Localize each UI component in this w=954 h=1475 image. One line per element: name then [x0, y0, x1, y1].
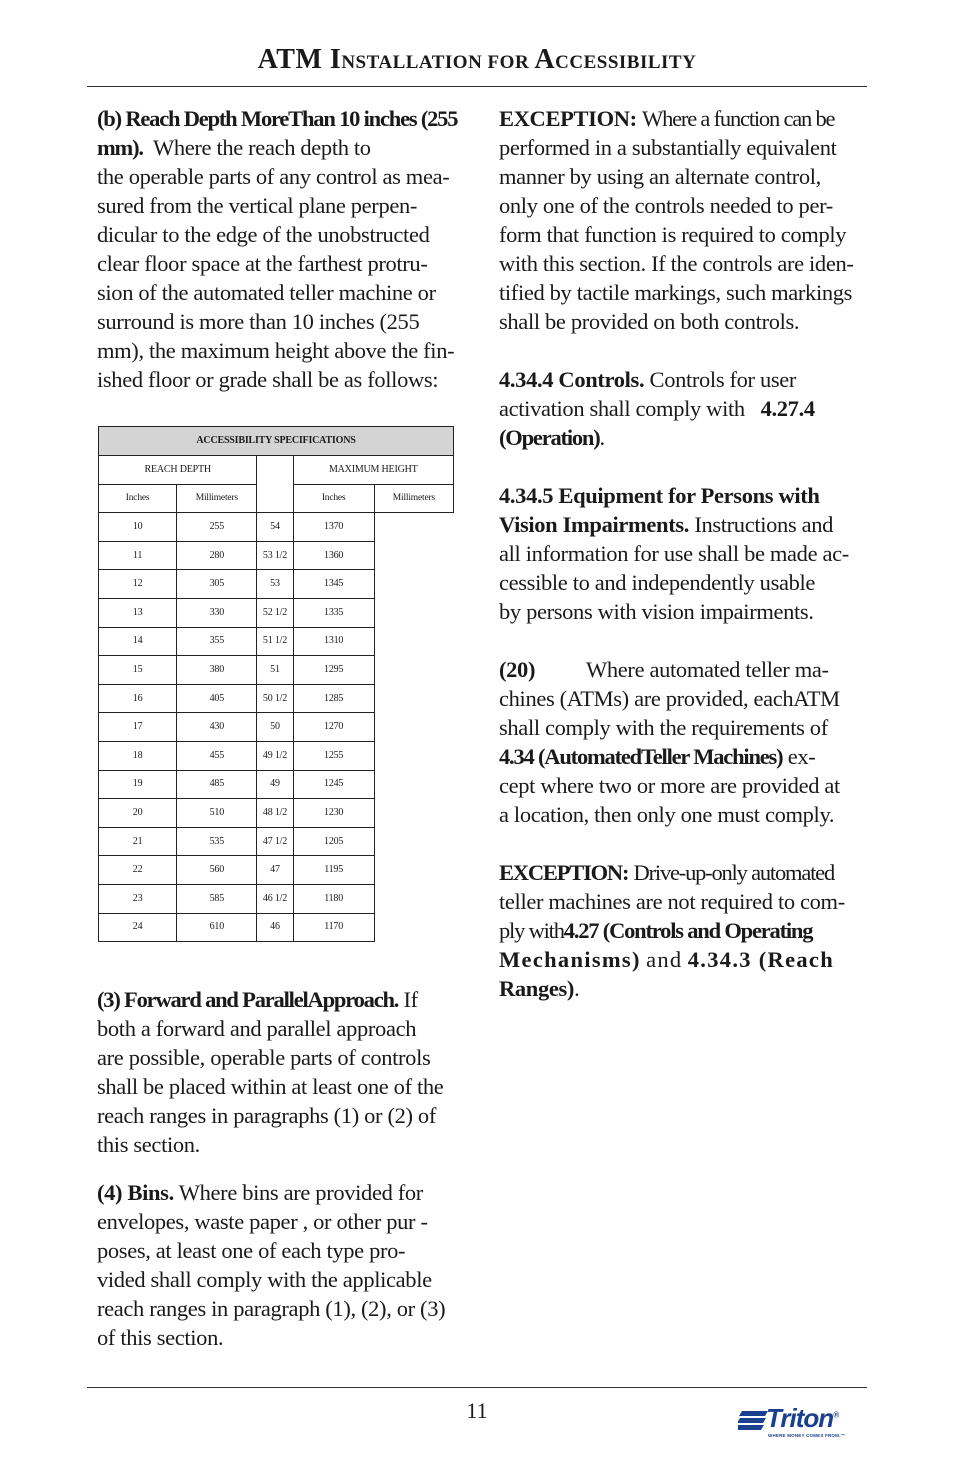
table-cell-maximum-height-millimeters: 1285: [293, 684, 374, 713]
section-4-34-4-ref: 4.27.4: [760, 396, 815, 421]
table-cell-maximum-height-inches: 46 1/2: [257, 884, 293, 913]
table-cell-reach-depth-millimeters: 255: [177, 513, 257, 542]
paragraph-4-line: Where bins are provided for: [178, 1180, 423, 1205]
table-group-maximum-height: MAXIMUM HEIGHT: [293, 456, 453, 485]
paragraph-b-line: sured from the vertical plane perpen-: [97, 193, 418, 218]
paragraph-20: [499, 655, 874, 829]
exception-1-line: performed in a substantially equivalent: [499, 135, 837, 160]
table-unit-header: Inches: [293, 484, 374, 513]
table-cell-reach-depth-inches: 17: [99, 713, 177, 742]
table-cell-maximum-height-inches: 50: [257, 713, 293, 742]
table-cell-reach-depth-inches: 15: [99, 656, 177, 685]
table-cell-reach-depth-inches: 12: [99, 570, 177, 599]
table-row: [99, 884, 454, 913]
exception-1-line: form that function is required to comply: [499, 222, 847, 247]
section-4-34-4-end: .: [599, 425, 605, 450]
table-cell-reach-depth-millimeters: 405: [177, 684, 257, 713]
exception-1: [499, 104, 874, 336]
table-unit-header: Millimeters: [374, 484, 453, 513]
table-cell-maximum-height-inches: 51 1/2: [257, 627, 293, 656]
table-cell-reach-depth-millimeters: 455: [177, 741, 257, 770]
table-title: ACCESSIBILITY SPECIFICATIONS: [99, 427, 454, 456]
exception-2-ref: Ranges): [499, 976, 575, 1001]
table-cell-maximum-height-inches: 54: [257, 513, 293, 542]
table-row: [99, 799, 454, 828]
table-cell-reach-depth-millimeters: 305: [177, 570, 257, 599]
exception-1-line: only one of the controls needed to per-: [499, 193, 833, 218]
table-cell-maximum-height-millimeters: 1170: [293, 913, 374, 942]
paragraph-3-line: are possible, operable parts of controls: [97, 1045, 431, 1070]
triton-logo-word: [766, 1403, 838, 1434]
section-4-34-4-line: activation shall comply with: [499, 396, 745, 421]
triton-logo-icon: [738, 1409, 768, 1433]
table-body: [99, 513, 454, 942]
table-unit-header: Millimeters: [177, 484, 257, 513]
paragraph-20-line: Where automated teller ma-: [586, 657, 829, 682]
table-cell-maximum-height-millimeters: 1195: [293, 856, 374, 885]
header-title-part2: NSTALLATION FOR: [341, 52, 535, 73]
paragraph-20-line: cept where two or more are provided at: [499, 773, 840, 798]
paragraph-20-label: (20): [499, 657, 536, 682]
table-cell-maximum-height-millimeters: 1205: [293, 827, 374, 856]
table-cell-reach-depth-millimeters: 280: [177, 541, 257, 570]
exception-2: [499, 858, 874, 1003]
paragraph-b-line: surround is more than 10 inches (255: [97, 309, 420, 334]
table-cell-reach-depth-inches: 10: [99, 513, 177, 542]
table-cell-reach-depth-inches: 24: [99, 913, 177, 942]
table-cell-reach-depth-inches: 19: [99, 770, 177, 799]
header-title-i: I: [322, 44, 342, 75]
table-cell-reach-depth-millimeters: 485: [177, 770, 257, 799]
table-cell-reach-depth-inches: 18: [99, 741, 177, 770]
table-cell-maximum-height-inches: 47: [257, 856, 293, 885]
triton-logo-tagline: WHERE MONEY COMES FROM.™: [768, 1433, 846, 1438]
table-cell-reach-depth-inches: 21: [99, 827, 177, 856]
paragraph-20-line: ex-: [787, 744, 816, 769]
paragraph-4-line: reach ranges in paragraph (1), (2), or (3): [97, 1296, 446, 1321]
paragraph-3: [97, 985, 475, 1159]
page-number: 11: [466, 1398, 488, 1423]
section-4-34-5-line: all information for use shall be made ac-: [499, 541, 849, 566]
header-title-part4: CCESSIBILITY: [555, 52, 697, 73]
table-cell-reach-depth-inches: 16: [99, 684, 177, 713]
paragraph-b-line: sion of the automated teller machine or: [97, 280, 436, 305]
triton-logo-text: Triton: [766, 1403, 834, 1433]
paragraph-20-line: shall comply with the requirements of: [499, 715, 828, 740]
table-group-reach-depth: REACH DEPTH: [99, 456, 257, 485]
table-row: [99, 741, 454, 770]
triton-logo: [738, 1405, 868, 1441]
exception-1-label: EXCEPTION:: [499, 106, 637, 131]
paragraph-b-line: the operable parts of any control as mea-: [97, 164, 450, 189]
table-cell-reach-depth-inches: 14: [99, 627, 177, 656]
section-4-34-4: [499, 365, 874, 452]
table-cell-maximum-height-millimeters: 1360: [293, 541, 374, 570]
exception-2-ref: 4.27 (Controls and Operating: [563, 918, 813, 943]
footer-divider: [87, 1387, 867, 1388]
paragraph-b-line: Where the reach depth to: [152, 135, 371, 160]
paragraph-3-line: both a forward and parallel approach: [97, 1016, 417, 1041]
table-cell-maximum-height-inches: 47 1/2: [257, 827, 293, 856]
table-cell-maximum-height-millimeters: 1345: [293, 570, 374, 599]
table-cell-reach-depth-millimeters: 585: [177, 884, 257, 913]
exception-1-line: manner by using an alternate control,: [499, 164, 821, 189]
paragraph-4-line: vided shall comply with the applicable: [97, 1267, 432, 1292]
table-cell-reach-depth-millimeters: 510: [177, 799, 257, 828]
table-cell-maximum-height-inches: 53 1/2: [257, 541, 293, 570]
table-cell-maximum-height-millimeters: 1180: [293, 884, 374, 913]
table-cell-maximum-height-inches: 53: [257, 570, 293, 599]
page-header-title: [0, 44, 954, 76]
table-row: [99, 656, 454, 685]
exception-2-line: ply with: [499, 918, 564, 943]
table-row: [99, 541, 454, 570]
exception-2-end: .: [574, 976, 580, 1001]
paragraph-4: [97, 1178, 475, 1352]
table-cell-reach-depth-inches: 23: [99, 884, 177, 913]
table-cell-maximum-height-millimeters: 1370: [293, 513, 374, 542]
table-cell-reach-depth-inches: 20: [99, 799, 177, 828]
paragraph-20-line: a location, then only one must comply.: [499, 802, 835, 827]
table-cell-maximum-height-millimeters: 1295: [293, 656, 374, 685]
table-cell-reach-depth-millimeters: 535: [177, 827, 257, 856]
table-cell-maximum-height-inches: 48 1/2: [257, 799, 293, 828]
paragraph-3-heading: (3) Forward and ParallelApproach.: [97, 987, 399, 1012]
table-cell-reach-depth-millimeters: 355: [177, 627, 257, 656]
table-row: [99, 827, 454, 856]
paragraph-b-line: mm), the maximum height above the fin-: [97, 338, 455, 363]
table-unit-header: Inches: [99, 484, 177, 513]
table-cell-maximum-height-inches: 51: [257, 656, 293, 685]
table-cell-reach-depth-inches: 13: [99, 598, 177, 627]
exception-2-label: EXCEPTION:: [499, 860, 629, 885]
table-cell-reach-depth-millimeters: 560: [177, 856, 257, 885]
table-cell-maximum-height-inches: 52 1/2: [257, 598, 293, 627]
paragraph-4-heading: (4) Bins.: [97, 1180, 174, 1205]
table-row: [99, 684, 454, 713]
exception-2-line: teller machines are not required to com-: [499, 889, 845, 914]
table-row: [99, 856, 454, 885]
exception-1-line: Where a function can be: [642, 106, 835, 131]
paragraph-3-line: this section.: [97, 1132, 200, 1157]
table-row: [99, 913, 454, 942]
table-cell-maximum-height-inches: 46: [257, 913, 293, 942]
section-4-34-5-heading: 4.34.5 Equipment for Persons with Vision Impairments.: [499, 483, 820, 537]
header-title-a: A: [534, 44, 556, 75]
paragraph-3-line: If: [403, 987, 418, 1012]
section-4-34-4-line: Controls for user: [649, 367, 797, 392]
table-cell-maximum-height-millimeters: 1230: [293, 799, 374, 828]
paragraph-3-line: reach ranges in paragraphs (1) or (2) of: [97, 1103, 436, 1128]
section-4-34-5: [499, 481, 874, 626]
paragraph-b: [97, 104, 475, 394]
table-cell-reach-depth-millimeters: 610: [177, 913, 257, 942]
table-cell-maximum-height-inches: 49 1/2: [257, 741, 293, 770]
table-row: [99, 513, 454, 542]
exception-1-line: shall be provided on both controls.: [499, 309, 800, 334]
paragraph-20-ref: 4.34 (AutomatedTeller Machines): [499, 744, 783, 769]
exception-2-line: Drive-up-only automated: [633, 860, 835, 885]
table-row: [99, 570, 454, 599]
exception-2-ref: 4.34.3 (Reach: [687, 947, 835, 972]
table-row: [99, 713, 454, 742]
table-row: [99, 770, 454, 799]
paragraph-3-line: shall be placed within at least one of the: [97, 1074, 444, 1099]
table-row: [99, 598, 454, 627]
paragraph-b-heading: (b) Reach Depth MoreThan 10 inches (255 mm).: [97, 106, 458, 160]
table-cell-maximum-height-millimeters: 1310: [293, 627, 374, 656]
header-divider: [87, 86, 867, 87]
table-cell-maximum-height-millimeters: 1245: [293, 770, 374, 799]
exception-1-line: tified by tactile markings, such markings: [499, 280, 853, 305]
exception-2-and: and: [646, 947, 683, 972]
table-cell-reach-depth-inches: 22: [99, 856, 177, 885]
section-4-34-5-line: cessible to and independently usable: [499, 570, 816, 595]
paragraph-4-line: envelopes, waste paper , or other pur -: [97, 1209, 428, 1234]
table-cell-maximum-height-millimeters: 1270: [293, 713, 374, 742]
table-cell-reach-depth-millimeters: 330: [177, 598, 257, 627]
table-cell-reach-depth-inches: 11: [99, 541, 177, 570]
exception-2-ref: Mechanisms): [499, 947, 641, 972]
paragraph-4-line: poses, at least one of each type pro-: [97, 1238, 406, 1263]
table-row: [99, 627, 454, 656]
table-cell-maximum-height-inches: 50 1/2: [257, 684, 293, 713]
exception-1-line: with this section. If the controls are iden-: [499, 251, 854, 276]
paragraph-4-line: of this section.: [97, 1325, 224, 1350]
triton-logo-reg: ®: [833, 1410, 839, 1420]
table-gap-column: [257, 456, 293, 513]
paragraph-b-line: dicular to the edge of the unobstructed: [97, 222, 430, 247]
table-cell-reach-depth-millimeters: 430: [177, 713, 257, 742]
table-cell-maximum-height-millimeters: 1255: [293, 741, 374, 770]
section-4-34-4-heading: 4.34.4 Controls.: [499, 367, 645, 392]
accessibility-specifications-table: [98, 426, 454, 942]
section-4-34-4-ref: (Operation): [499, 425, 600, 450]
paragraph-b-line: clear floor space at the farthest protru-: [97, 251, 428, 276]
table-cell-reach-depth-millimeters: 380: [177, 656, 257, 685]
paragraph-20-line: chines (ATMs) are provided, eachATM: [499, 686, 840, 711]
section-4-34-5-line: Instructions and: [694, 512, 834, 537]
paragraph-b-line: ished floor or grade shall be as follows:: [97, 367, 439, 392]
table-cell-maximum-height-millimeters: 1335: [293, 598, 374, 627]
section-4-34-5-line: by persons with vision impairments.: [499, 599, 814, 624]
table-cell-maximum-height-inches: 49: [257, 770, 293, 799]
header-title-atm: ATM: [257, 44, 323, 75]
